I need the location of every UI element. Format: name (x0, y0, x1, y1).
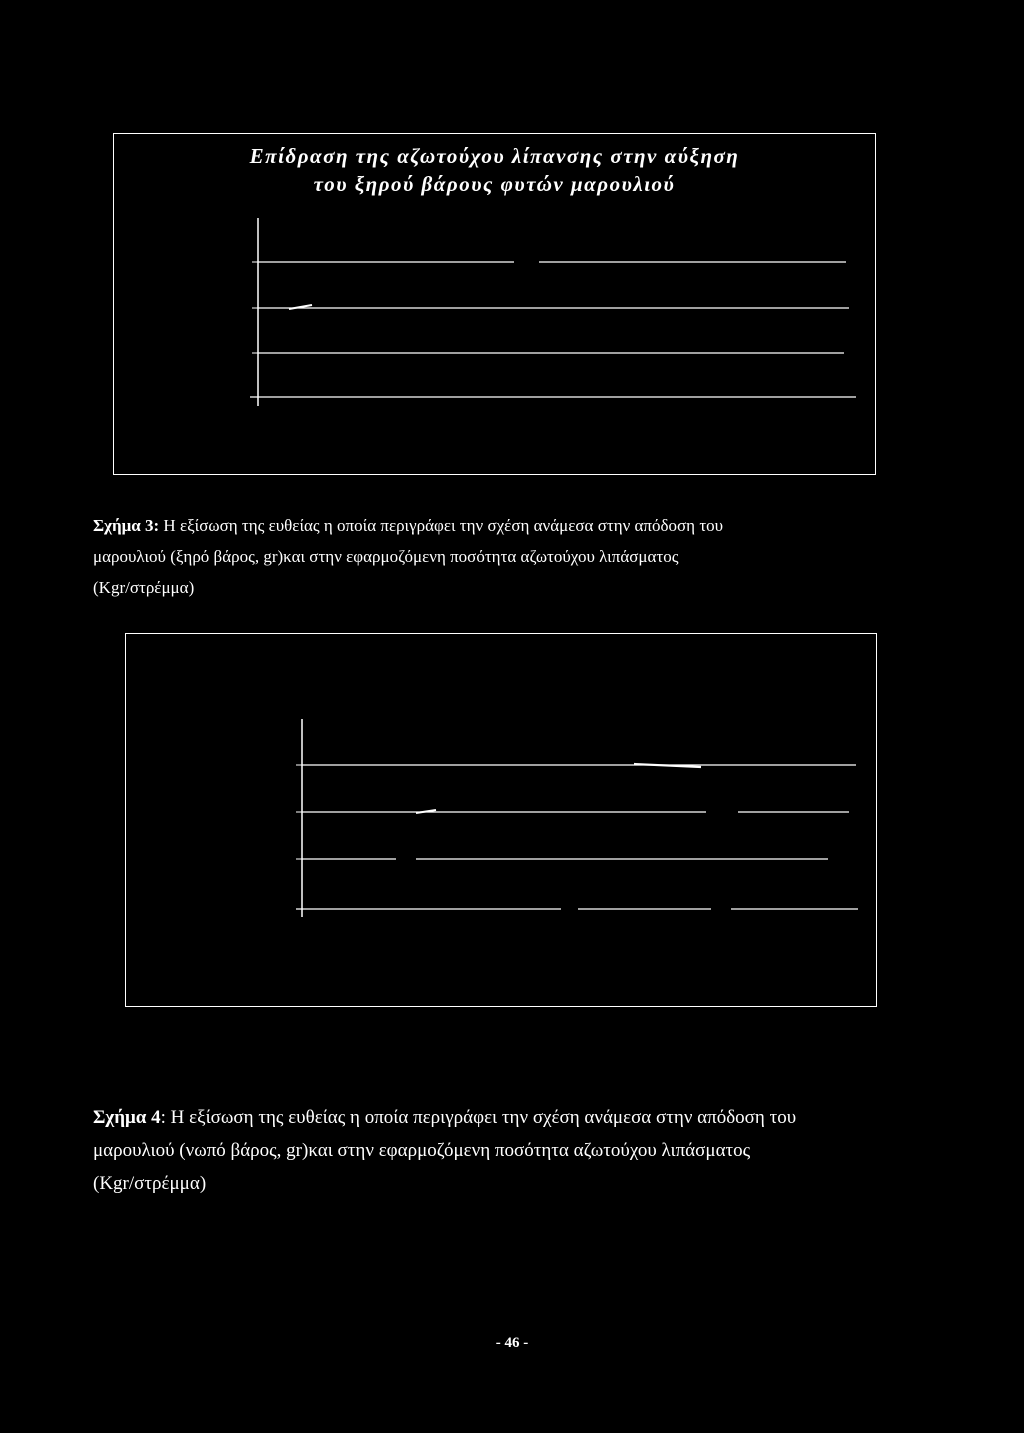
caption-text-line-2: μαρουλιού (νωπό βάρος, gr)και στην εφαρμοζόμενη ποσότητα αζωτούχου λιπάσματος (93, 1140, 751, 1161)
caption-text-line-2: μαρουλιού (ξηρό βάρος, gr)και στην εφαρμοζόμενη ποσότητα αζωτούχου λιπάσματος (93, 547, 679, 566)
figure-3-plot-area (114, 134, 874, 474)
figure-4-plot-area (126, 634, 876, 1006)
figure-4-box (125, 633, 877, 1007)
caption-text-line-1: Η εξίσωση της ευθείας η οποία περιγράφει την σχέση ανάμεσα στην απόδοση του (159, 516, 724, 535)
page-number: - 46 - (495, 1335, 529, 1351)
figure-3-box (113, 133, 876, 475)
caption-text-line-3: (Kgr/στρέμμα) (93, 1173, 207, 1194)
caption-label: Σχήμα 4 (93, 1107, 161, 1128)
caption-label: Σχήμα 3: (93, 516, 160, 535)
chart-title-line-1: Επίδραση της αζωτούχου λίπανσης στην αύξηση (249, 144, 740, 168)
chart-title-line-2: του ξηρού βάρους φυτών μαρουλιού (313, 172, 676, 196)
caption-text-line-3: (Kgr/στρέμμα) (93, 578, 195, 597)
figure-4-caption (93, 1101, 883, 1200)
caption-text-line-1: : Η εξίσωση της ευθείας η οποία περιγράφει την σχέση ανάμεσα στην απόδοση του (160, 1107, 797, 1128)
figure-3-caption (93, 510, 883, 603)
